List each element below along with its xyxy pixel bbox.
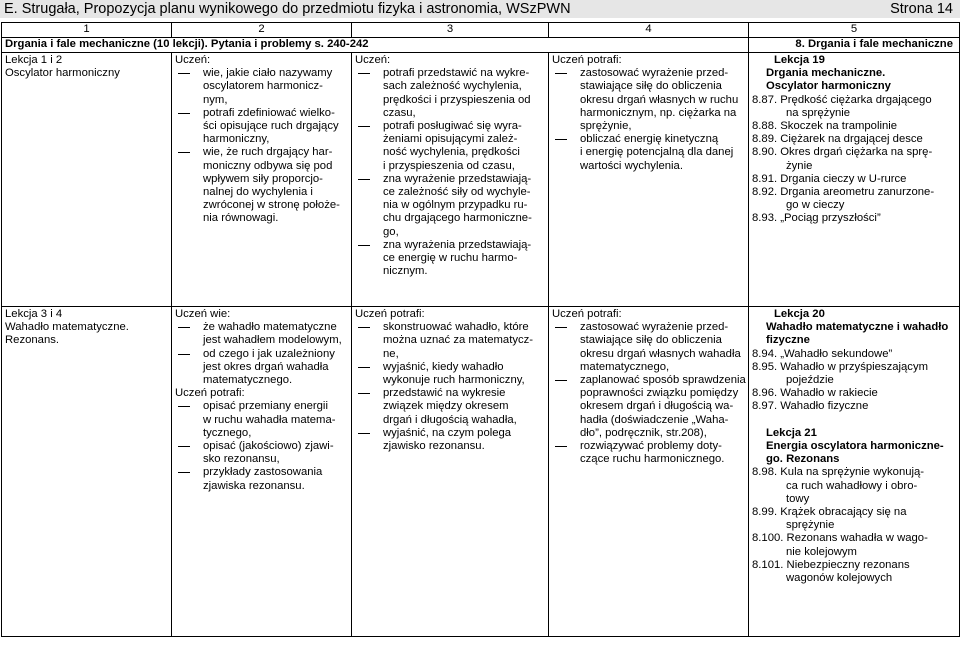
lesson-number: Lekcja 3 i 4 [5,308,63,320]
lesson-title: Lekcja 19 [774,54,825,66]
lesson-row [2,307,960,637]
list-item [552,374,746,440]
text-line: i przyspieszenia od czasu, [383,159,515,172]
list-item [355,239,546,279]
lesson-row [2,53,960,307]
text-line: nalnej do wychylenia i [203,186,313,199]
text-line: związek między okresem [383,400,509,413]
text-line: okresu drgań własnych w ruchu [580,93,739,106]
list-item [552,67,746,133]
cell-heading: Uczeń potrafi: [552,54,622,66]
text-line: drgań i długością wahadła, [383,413,517,426]
text-line: czasu, [383,106,416,119]
list-item [175,348,349,388]
dash-list [175,321,349,387]
text-line: matematycznego. [203,374,293,387]
problem-item: 8.88. Skoczek na trampolinie [752,120,898,133]
text-line: skonstruować wahadło, które [383,321,529,334]
text-line: okresem drgań i długością wa- [580,400,734,413]
text-line: rozwiązywać problemy doty- [580,440,722,453]
list-item [175,146,349,225]
text-line: zjawisko rezonansu. [383,440,485,453]
basic-requirements-cell [172,307,352,637]
section-row [2,38,960,53]
lesson-title: Wahadło matematyczne i wahadło [766,321,949,334]
list-item [175,466,349,492]
text-line: żeniami opisującymi zależ- [383,133,518,146]
cell-heading: Uczeń potrafi: [175,387,245,400]
text-line: sprężynie [786,519,835,532]
text-line: prędkości i przyspieszenia od [383,93,531,106]
problems-cell [749,53,960,307]
text-line: nie kolejowym [786,545,857,558]
text-line: wykonuje ruch harmoniczny, [383,374,525,387]
text-line: harmoniczny, [203,133,270,146]
list-item [552,133,746,173]
lesson-cell [2,307,172,637]
column-number: 1 [2,23,172,38]
text-line: hadła (doświadczenie „Waha- [580,413,729,426]
text-line: go w cieczy [786,199,845,212]
text-line: wartości wychylenia. [580,159,683,172]
problem-item: 8.87. Prędkość ciężarka drgającego [752,93,932,106]
section-chapter: 8. Drgania i fale mechaniczne [749,38,960,53]
cell-heading: Uczeń wie: [175,308,231,320]
text-line: zwróconej w stronę położe- [203,199,340,212]
text-line: i energię potencjalną dla danej [580,146,734,159]
plan-table [1,22,960,637]
text-line: sprężynie, [580,120,632,133]
text-line: wpływem siły proporcjo- [203,172,323,185]
text-line: zjawiska rezonansu. [203,479,305,492]
list-item [175,400,349,440]
text-line: przedstawić na wykresie [383,387,506,400]
lesson-title: go. Rezonans [766,453,840,466]
text-line: opisać (jakościowo) zjawi- [203,440,334,453]
problem-item: 8.90. Okres drgań ciężarka na sprę- [752,146,933,159]
text-line: go, [383,225,399,238]
list-item [355,120,546,173]
text-line: okresu drgań własnych wahadła [580,347,741,360]
full-requirements-cell [549,53,749,307]
column-number: 4 [549,23,749,38]
problem-item: 8.94. „Wahadło sekundowe” [752,347,893,360]
text-line: wie, jakie ciało nazywamy [203,67,333,80]
extended-requirements-cell [352,53,549,307]
text-line: nicznym. [383,265,428,278]
text-line: opisać przemiany energii [203,400,328,413]
list-item [355,427,546,453]
text-line: wagonów kolejowych [786,572,893,585]
text-line: potrafi posługiwać się wyra- [383,120,522,133]
list-item [355,361,546,387]
text-line: zastosować wyrażenie przed- [580,321,729,334]
problem-item: 8.98. Kula na sprężynie wykonują- [752,466,925,479]
cell-heading: Uczeń: [355,54,391,66]
lesson-topic: Wahadło matematyczne. [5,321,129,334]
lesson-topic: Rezonans. [5,334,60,347]
text-line: na sprężynie [786,106,851,119]
list-item [175,67,349,107]
text-line: obliczać energię kinetyczną [580,133,719,146]
text-line: jest okres drgań wahadła [203,360,329,373]
lesson-cell [2,53,172,307]
text-line: od czego i jak uzależniony [203,347,335,360]
page-number: Strona 14 [890,1,953,17]
problem-item: 8.100. Rezonans wahadła w wago- [752,532,928,545]
lesson-title: Lekcja 20 [774,308,825,320]
dash-list [355,321,546,453]
text-line: jest wahadłem modelowym, [203,334,342,347]
text-line: matematycznego, [580,360,670,373]
text-line: pojeździe [786,374,834,387]
dash-list [355,67,546,278]
extended-requirements-cell [352,307,549,637]
text-line: chu drgającego harmoniczne- [383,212,532,225]
list-item [355,173,546,239]
text-line: zna wyrażenia przedstawiają- [383,238,532,251]
column-number: 2 [172,23,352,38]
text-line: ści opisujące ruch drgający [203,120,339,133]
text-line: tycznego, [203,426,252,439]
text-line: nia w ogólnym przypadku ru- [383,199,528,212]
problem-item: 8.96. Wahadło w rakiecie [752,387,878,400]
dash-list [175,400,349,492]
lesson-number: Lekcja 1 i 2 [5,54,63,66]
problem-item: 8.97. Wahadło fizyczne [752,400,869,413]
list-item [552,440,746,466]
text-line: zna wyrażenie przedstawiają- [383,172,532,185]
lesson-title: fizyczne [766,334,810,347]
dash-list [175,67,349,225]
problem-item: 8.95. Wahadło w przyśpieszającym [752,360,929,373]
list-item [175,321,349,347]
text-line: stawiające siłę do obliczenia [580,334,722,347]
text-line: towy [786,492,810,505]
section-title: Drgania i fale mechaniczne (10 lekcji). Pytania i problemy s. 240-242 [2,38,749,53]
text-line: moniczny odbywa się pod [203,159,333,172]
column-number-row [2,23,960,38]
full-requirements-cell [549,307,749,637]
problem-item: 8.99. Krążek obracający się na [752,506,907,519]
list-item [355,67,546,120]
text-line: oscylatorem harmonicz- [203,80,323,93]
text-line: ca ruch wahadłowy i obro- [786,479,918,492]
problem-item: 8.92. Drgania areometru zanurzone- [752,186,935,199]
problem-item: 8.89. Ciężarek na drgającej desce [752,133,923,146]
list-item [355,321,546,361]
text-line: poprawności związku pomiędzy [580,387,739,400]
list-item [355,387,546,427]
text-line: wyjaśnić, kiedy wahadło [383,360,504,373]
problems-cell [749,307,960,637]
problem-item: 8.101. Niebezpieczny rezonans [752,558,910,571]
text-line: wie, że ruch drgający har- [203,146,333,159]
cell-heading: Uczeń potrafi: [355,308,425,320]
lesson-title: Energia oscylatora harmoniczne- [766,440,944,453]
list-item [175,107,349,147]
text-line: nia równowagi. [203,212,279,225]
text-line: zastosować wyrażenie przed- [580,67,729,80]
lesson-title: Drgania mechaniczne. [766,67,886,80]
page-header [0,0,960,18]
lesson-topic: Oscylator harmoniczny [5,67,120,80]
text-line: harmonicznym, np. ciężarka na [580,106,737,119]
problem-item: 8.93. „Pociąg przyszłości” [752,212,881,225]
text-line: że wahadło matematyczne [203,321,337,334]
basic-requirements-cell [172,53,352,307]
text-line: nym, [203,93,228,106]
text-line: ce energię w ruchu harmo- [383,252,518,265]
text-line: można uznać za matematycz- [383,334,534,347]
column-number: 3 [352,23,549,38]
cell-heading: Uczeń potrafi: [552,308,622,320]
text-line: dło”, podręcznik, str.208), [580,426,707,439]
text-line: stawiające siłę do obliczenia [580,80,722,93]
text-line: przykłady zastosowania [203,466,323,479]
dash-list [552,321,746,466]
text-line: zaplanować sposób sprawdzenia [580,374,746,387]
text-line: żynie [786,159,813,172]
text-line: sach zależność wychylenia, [383,80,522,93]
text-line: potrafi przedstawić na wykre- [383,67,530,80]
text-line: wyjaśnić, na czym polega [383,426,512,439]
problem-item: 8.91. Drgania cieczy w U-rurce [752,172,907,185]
text-line: w ruchu wahadła matema- [203,413,336,426]
text-line: sko rezonansu, [203,453,280,466]
text-line: ność wychylenia, prędkości [383,146,520,159]
list-item [552,321,746,374]
dash-list [552,67,746,173]
text-line: czące ruchu harmonicznego. [580,453,725,466]
cell-heading: Uczeń: [175,54,211,66]
document-title: E. Strugała, Propozycja planu wynikowego do przedmiotu fizyka i astronomia, WSzPWN [4,1,571,17]
lesson-title: Oscylator harmoniczny [766,80,891,93]
lesson-title: Lekcja 21 [766,426,817,439]
column-number: 5 [749,23,960,38]
text-line: ce zależność siły od wychyle- [383,186,531,199]
text-line: potrafi zdefiniować wielko- [203,106,335,119]
text-line: ne, [383,347,399,360]
list-item [175,440,349,466]
text-line [752,414,957,427]
